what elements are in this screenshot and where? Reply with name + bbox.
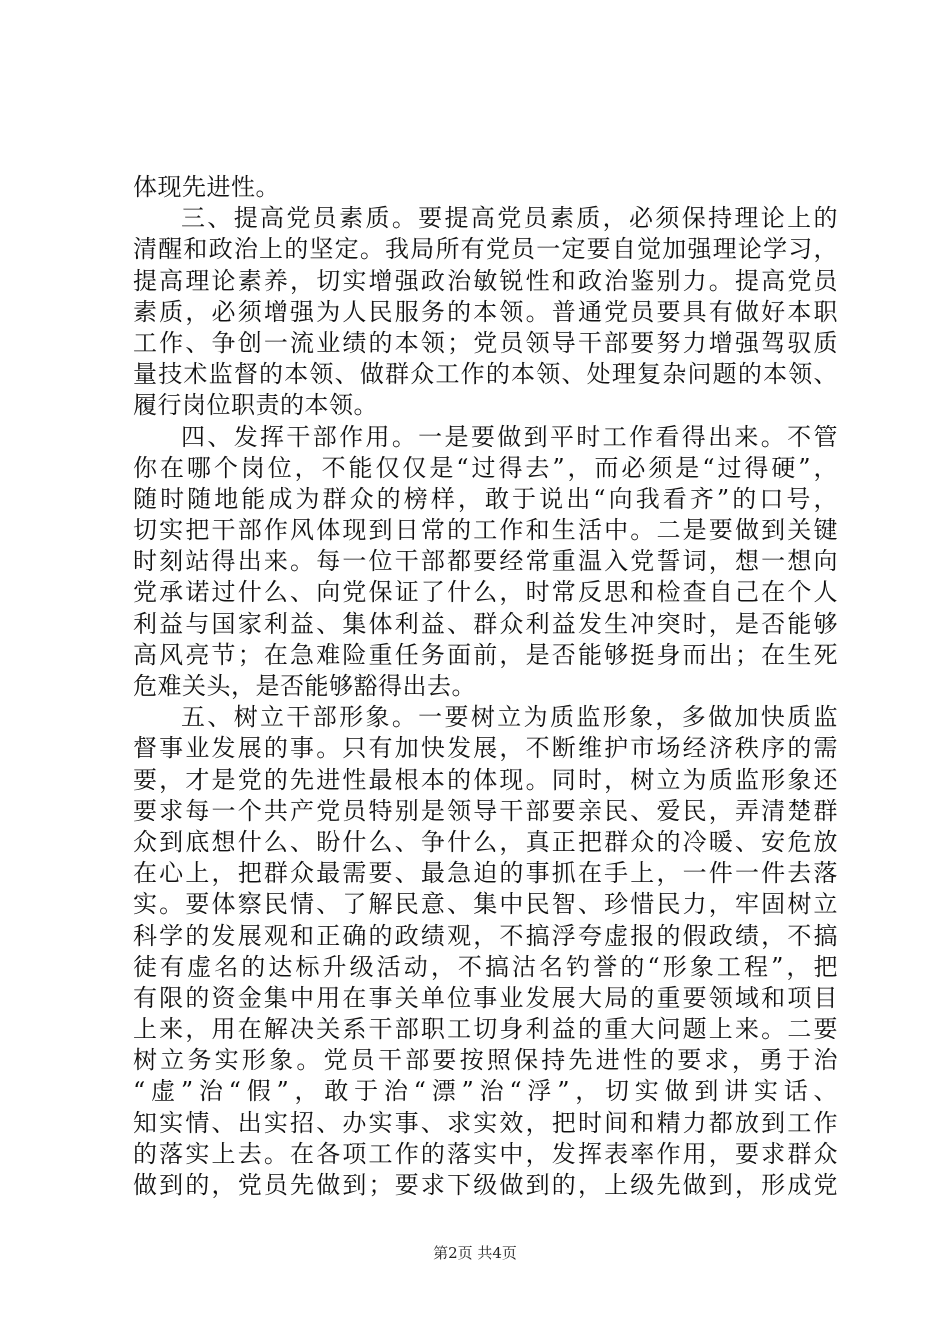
- text-line: 五、树立干部形象。一要树立为质监形象，多做加快质监: [181, 703, 838, 732]
- text-line: 党承诺过什么、向党保证了什么，时常反思和检查自己在个人: [133, 578, 838, 607]
- text-line: 利益与国家利益、集体利益、群众利益发生冲突时，是否能够: [133, 609, 838, 638]
- text-line: 的落实上去。在各项工作的落实中，发挥表率作用，要求群众: [133, 1139, 838, 1168]
- text-line: 提高理论素养，切实增强政治敏锐性和政治鉴别力。提高党员: [133, 266, 838, 295]
- document-body: [133, 172, 838, 1201]
- text-line: 高风亮节；在急难险重任务面前，是否能够挺身而出；在生死: [133, 640, 838, 669]
- text-line: 有限的资金集中用在事关单位事业发展大局的重要领域和项目: [133, 983, 838, 1012]
- text-line: 素质，必须增强为人民服务的本领。普通党员要具有做好本职: [133, 297, 838, 326]
- page-number-label: 第2页 共4页: [433, 1244, 517, 1262]
- text-line: 切实把干部作风体现到日常的工作和生活中。二是要做到关键: [133, 516, 838, 545]
- text-line: 体现先进性。: [133, 173, 280, 201]
- text-line: 徒有虚名的达标升级活动，不搞沽名钓誉的“形象工程”，把: [133, 952, 838, 981]
- text-line: 时刻站得出来。每一位干部都要经常重温入党誓词，想一想向: [133, 547, 838, 576]
- text-line: 三、提高党员素质。要提高党员素质，必须保持理论上的: [181, 204, 838, 233]
- text-line: 量技术监督的本领、做群众工作的本领、处理复杂问题的本领、: [133, 360, 838, 389]
- page-footer: [0, 1243, 950, 1263]
- text-line: “虚”治“假”，敢于治“漂”治“浮”，切实做到讲实话、: [133, 1077, 838, 1106]
- text-line: 在心上，把群众最需要、最急迫的事抓在手上，一件一件去落: [133, 859, 838, 888]
- text-line: 督事业发展的事。只有加快发展，不断维护市场经济秩序的需: [133, 734, 838, 763]
- text-line: 做到的，党员先做到；要求下级做到的，上级先做到，形成党: [133, 1171, 838, 1199]
- text-line: 要，才是党的先进性最根本的体现。同时，树立为质监形象还: [133, 765, 838, 794]
- text-line: 知实情、出实招、办实事、求实效，把时间和精力都放到工作: [133, 1108, 838, 1137]
- text-line: 你在哪个岗位，不能仅仅是“过得去”，而必须是“过得硬”，: [133, 453, 838, 482]
- text-line: 要求每一个共产党员特别是领导干部要亲民、爱民，弄清楚群: [133, 796, 838, 825]
- text-line: 众到底想什么、盼什么、争什么，真正把群众的冷暖、安危放: [133, 827, 838, 856]
- text-line: 工作、争创一流业绩的本领；党员领导干部要努力增强驾驭质: [133, 328, 838, 357]
- text-line: 危难关头，是否能够豁得出去。: [133, 672, 476, 700]
- text-line: 清醒和政治上的坚定。我局所有党员一定要自觉加强理论学习，: [133, 235, 838, 264]
- text-line: 上来，用在解决关系干部职工切身利益的重大问题上来。二要: [133, 1015, 838, 1044]
- text-line: 树立务实形象。党员干部要按照保持先进性的要求，勇于治: [133, 1046, 838, 1075]
- text-line: 随时随地能成为群众的榜样，敢于说出“向我看齐”的口号，: [133, 484, 838, 513]
- text-line: 履行岗位职责的本领。: [133, 391, 378, 420]
- text-line: 实。要体察民情、了解民意、集中民智、珍惜民力，牢固树立: [133, 890, 838, 919]
- text-line: 科学的发展观和正确的政绩观，不搞浮夸虚报的假政绩，不搞: [133, 921, 838, 950]
- text-line: 四、发挥干部作用。一是要做到平时工作看得出来。不管: [181, 422, 838, 451]
